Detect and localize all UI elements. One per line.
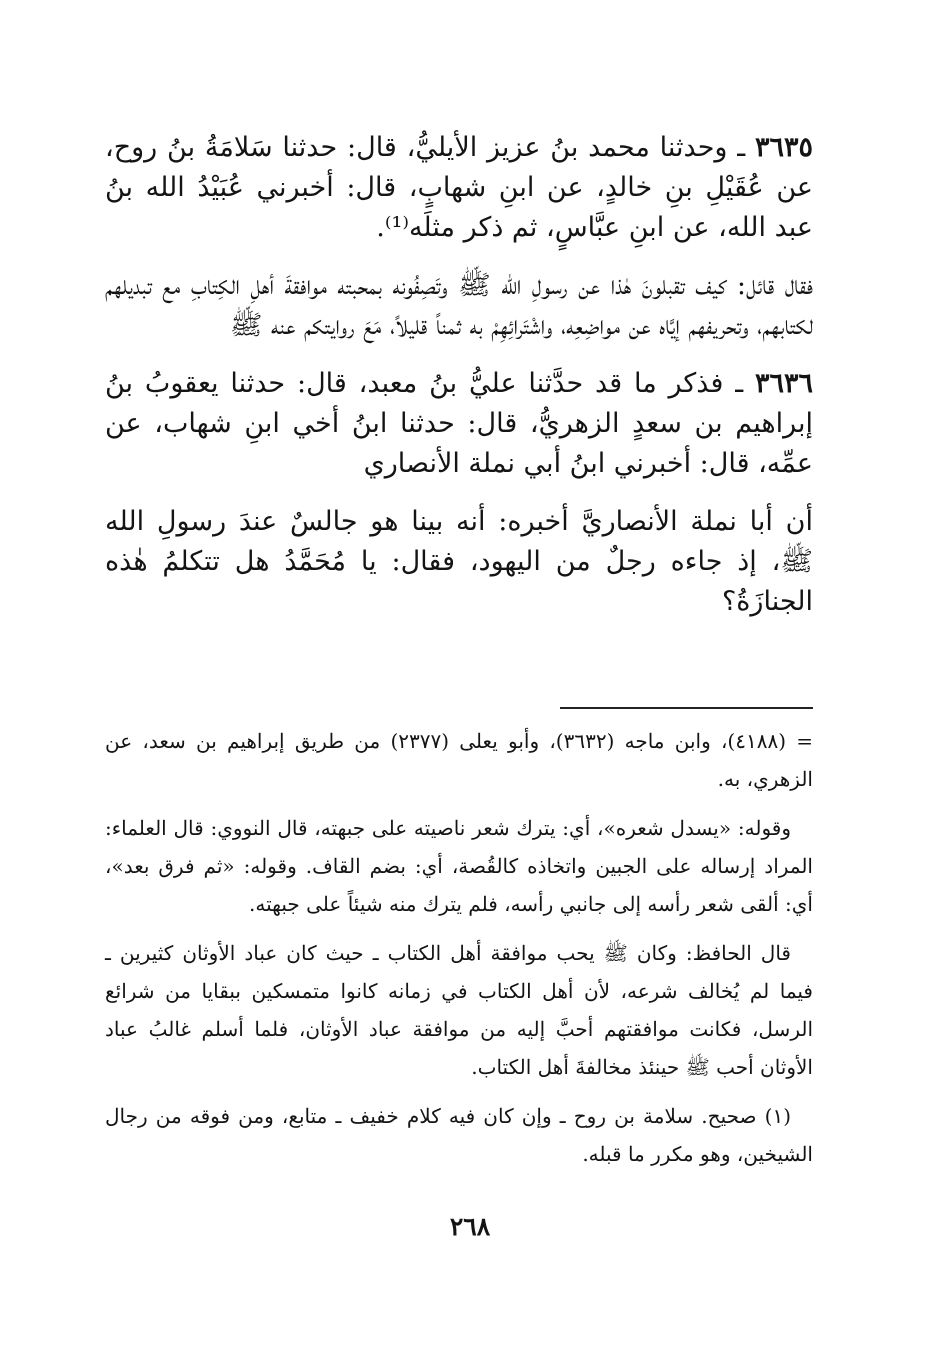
- hadith-number: ٣٦٣٥: [754, 132, 813, 163]
- hadith-3635: [105, 128, 813, 248]
- footnote-paragraph: وقوله: «يسدل شعره»، أي: يترك شعر ناصيته على جبهته، قال النووي: قال العلماء: المراد إرساله على الجبين واتخاذه كالقُصة، أي: بضم القاف. وقوله: «ثم فرق بعد»، أي: ألقى شعر رأسه إلى جانبي رأسه، فلم يترك منه شيئاً على جبهته.: [105, 816, 813, 916]
- footnote-continuation: = (٤١٨٨)، وابن ماجه (٣٦٣٢)، وأبو يعلى (٢٣٧٧) من طريق إبراهيم بن سعد، عن الزهري، به.: [105, 729, 813, 791]
- footnote-divider: [560, 707, 813, 709]
- footnote-1: (١) صحيح. سلامة بن روح ـ وإن كان فيه كلام خفيف ـ متابع، ومن فوقه من رجال الشيخين، وهو مكرر ما قبله.: [105, 1104, 813, 1166]
- hadith-text: ـ فذكر ما قد حدَّثنا عليُّ بنُ معبد، قال: حدثنا يعقوبُ بنُ إبراهيم بن سعدٍ الزهريُّ، قال: حدثنا ابنُ أخي ابنِ شهاب، عن عمِّه، قال: أخبرني ابنُ أبي نملة الأنصاري: [105, 368, 813, 479]
- commentary-paragraph: فقال قائل: كيف تقبلونَ هٰذا عن رسولِ الله ﷺ وتَصِفُونه بمحبته موافقةَ أهلِ الكِتابِ مع تبديلهم لكتابهم، وتحريفهم إيَّاه عن مواضِعِه، واشْتَرائِهِمْ به ثمناً قليلاً، مَعَ روايتكم عنه ﷺ: [105, 270, 813, 341]
- hadith-text: ـ وحدثنا محمد بنُ عزيز الأيليُّ، قال: حدثنا سَلامَةُ بنُ روح، عن عُقَيْلِ بنِ خالدٍ، عن ابنِ شهابٍ، قال: أخبرني عُبَيْدُ الله بنُ عبد الله، عن ابنِ عبَّاسٍ، ثم ذكر مثلَه⁽¹⁾.: [105, 132, 813, 243]
- hadith-3636: [105, 364, 813, 484]
- main-text: [105, 128, 813, 622]
- page-number: ٢٦٨: [449, 1212, 491, 1241]
- hadith-matn: أن أبا نملة الأنصاريَّ أخبره: أنه بينا هو جالسٌ عندَ رسولِ الله ﷺ، إذ جاءه رجلٌ من اليهود، فقال: يا مُحَمَّدُ هل تتكلمُ هٰذه الجنازَةُ؟: [105, 506, 813, 617]
- hadith-number: ٣٦٣٦: [754, 368, 813, 399]
- footnotes: [105, 722, 813, 1184]
- footnote-paragraph: قال الحافظ: وكان ﷺ يحب موافقة أهل الكتاب ـ حيث كان عباد الأوثان كثيرين ـ فيما لم يُخالف شرعه، لأن أهل الكتاب في زمانه كانوا متمسكين ببقايا من شرائع الرسل، فكانت موافقتهم أحبَّ إليه من موافقة عباد الأوثان، فلما أسلم غالبُ عباد الأوثان أحب ﷺ حينئذ مخالفةَ أهل الكتاب.: [105, 941, 813, 1079]
